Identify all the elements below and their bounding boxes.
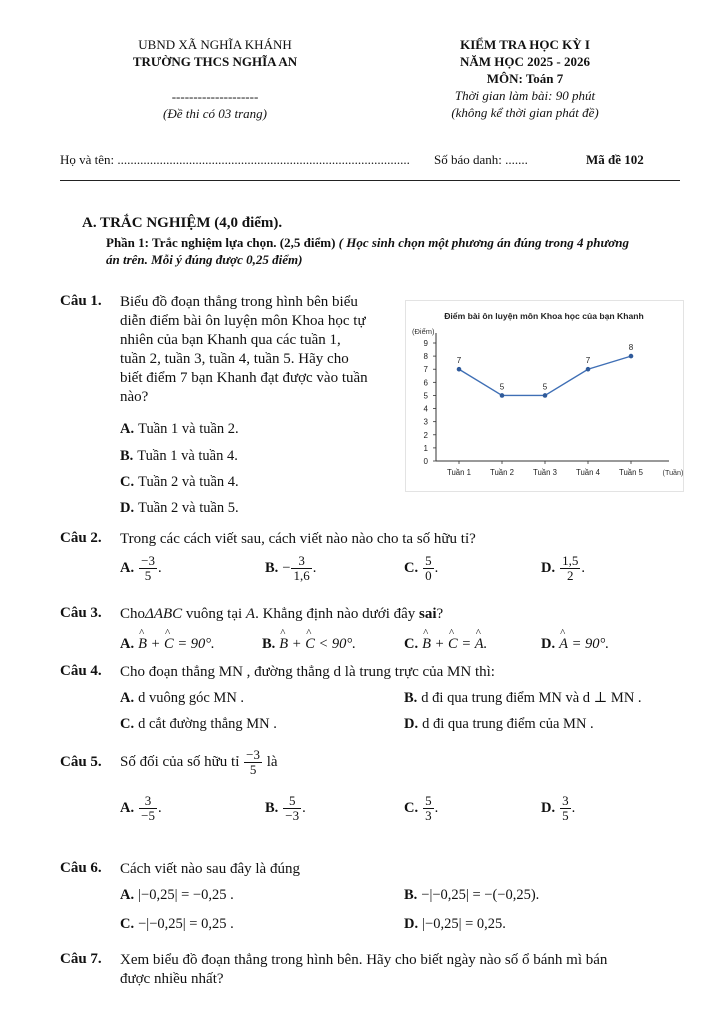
option-period: .: [434, 799, 439, 816]
fraction-numerator: 3: [562, 793, 569, 808]
question-number: Câu 2.: [60, 530, 102, 546]
part-title: Phần 1: Trắc nghiệm lựa chọn. (2,5 điểm): [106, 235, 336, 250]
option-label: D.: [541, 559, 556, 576]
option-label: A.: [120, 421, 135, 437]
q2-option-b[interactable]: [265, 554, 316, 583]
exam-code: Mã đề 102: [586, 152, 644, 167]
angle-c: ^ C: [448, 636, 458, 653]
option-label: B.: [265, 799, 279, 816]
y-tick-label: 1: [423, 443, 428, 453]
q1-line: nhiên của bạn Khanh qua các tuần 1,: [120, 332, 341, 348]
fraction-numerator: −3: [246, 747, 260, 763]
question-7-text: [120, 951, 690, 989]
data-label: 7: [456, 356, 462, 366]
option-label: C.: [120, 474, 135, 490]
option-text: ^ B + ^ C < 90°.: [279, 636, 356, 652]
q3-option-d[interactable]: [541, 636, 609, 653]
option-text: |−0,25| = 0,25.: [422, 916, 506, 932]
authority-name: UBND XÃ NGHĨA KHÁNH: [138, 37, 292, 52]
option-fraction: [423, 554, 434, 583]
option-label: B.: [265, 559, 279, 576]
header-rule: [60, 180, 680, 181]
q6-option-d[interactable]: [404, 916, 506, 933]
option-text: Tuần 1 và tuần 4.: [137, 448, 238, 464]
q6-option-a[interactable]: [120, 887, 234, 904]
option-fraction: [139, 794, 157, 823]
q3-text-end: ?: [436, 606, 444, 622]
option-period: .: [581, 559, 585, 576]
student-id-field[interactable]: Số báo danh: .......: [434, 152, 528, 167]
q7-line: Xem biểu đồ đoạn thẳng trong hình bên. Hãy cho biết ngày nào số ổ bánh mì bán: [120, 952, 608, 968]
page-count: (Đề thi có 03 trang): [163, 106, 267, 121]
angle-c: ^ C: [164, 636, 174, 653]
q4-option-b[interactable]: [404, 690, 642, 707]
question-number: Câu 1.: [60, 293, 102, 309]
question-number: Câu 4.: [60, 663, 102, 679]
question-number: Câu 7.: [60, 951, 102, 967]
option-label: A.: [120, 559, 135, 576]
time-allowed: Thời gian làm bài: 90 phút: [454, 88, 596, 103]
option-label: C.: [404, 799, 419, 816]
option-text: d vuông góc MN .: [138, 690, 245, 706]
x-tick-label: Tuần 2: [490, 468, 514, 477]
q5-text-pre: Số đối của số hữu tỉ: [120, 754, 240, 770]
option-text: d đi qua trung điểm MN và d ⊥ MN .: [421, 690, 642, 706]
fraction-numerator: 3: [139, 794, 157, 809]
part-note-2: án trên. Mỗi ý đúng được 0,25 điểm): [106, 252, 303, 267]
q5-text-post: là: [266, 754, 278, 770]
q1-line: biết điểm 7 bạn Khanh đạt được vào tuần: [120, 370, 368, 386]
q1-option-b[interactable]: [120, 448, 238, 465]
question-1-text: [120, 293, 405, 407]
option-label: A.: [120, 887, 135, 903]
q5-option-d[interactable]: [541, 794, 575, 823]
q3-emphasis: sai: [419, 606, 437, 622]
exam-title: KIỂM TRA HỌC KỲ I: [460, 37, 590, 52]
x-tick-label: Tuần 5: [619, 468, 643, 477]
option-label: C.: [120, 716, 135, 732]
y-tick-label: 4: [423, 404, 428, 414]
fraction-denominator: 2: [566, 568, 574, 583]
y-tick-label: 9: [423, 339, 428, 348]
option-label: B.: [120, 448, 134, 464]
option-label: C.: [404, 559, 419, 576]
option-label: D.: [404, 916, 419, 932]
q3-text-pre: Cho: [120, 606, 146, 622]
triangle-abc: ΔABC: [145, 606, 183, 622]
school-name: TRƯỜNG THCS NGHĨA AN: [132, 54, 298, 69]
q5-option-a[interactable]: [120, 794, 162, 823]
option-fraction: [139, 554, 157, 583]
data-point: [586, 367, 591, 372]
q4-option-d[interactable]: [404, 716, 594, 733]
fraction-denominator: −3: [285, 808, 300, 823]
time-note: (không kể thời gian phát đề): [451, 105, 599, 120]
option-label: D.: [120, 500, 135, 516]
option-label: A.: [120, 799, 135, 816]
q1-line: tuần 2, tuần 3, tuần 4, tuần 5. Hãy cho: [120, 351, 349, 367]
student-name-field[interactable]: Họ và tên: ..........................................................................................: [60, 152, 410, 167]
x-axis-label: (Tuần): [662, 468, 683, 477]
header-right: [420, 36, 630, 121]
y-axis-label: (Điểm): [412, 327, 435, 336]
option-label: D.: [541, 799, 556, 816]
y-tick-label: 5: [423, 391, 428, 401]
vertex-a: A: [245, 606, 256, 622]
option-period: .: [571, 799, 576, 816]
q4-option-c[interactable]: [120, 716, 277, 733]
option-label: A.: [120, 690, 135, 706]
y-tick-label: 6: [423, 378, 428, 388]
option-text: −|−0,25| = 0,25 .: [138, 916, 234, 932]
q5-option-b[interactable]: [265, 794, 306, 823]
q1-line: diễn điểm bài ôn luyện môn Khoa học tự: [120, 313, 366, 329]
option-label: A.: [120, 636, 135, 652]
question-5-text: [120, 744, 278, 780]
fraction-numerator: 5: [425, 793, 432, 808]
option-label: B.: [404, 887, 418, 903]
school-year: NĂM HỌC 2025 - 2026: [460, 54, 590, 69]
option-period: .: [157, 559, 162, 576]
option-period: .: [302, 799, 306, 816]
option-period: .: [157, 799, 162, 816]
question-number: Câu 6.: [60, 860, 102, 876]
option-label: D.: [541, 636, 556, 652]
angle-b: ^ B: [279, 636, 288, 653]
q6-option-c[interactable]: [120, 916, 234, 933]
q1-option-d[interactable]: [120, 500, 239, 517]
option-sign: −: [282, 559, 291, 576]
data-label: 7: [585, 356, 591, 366]
option-text: d đi qua trung điểm của MN .: [422, 716, 594, 732]
q1-line: nào?: [120, 389, 149, 405]
part-note-1: ( Học sinh chọn một phương án đúng trong 4 phương: [335, 235, 629, 250]
fraction-denominator: 5: [562, 808, 569, 823]
q2-option-c[interactable]: [404, 554, 438, 583]
option-text: Tuần 2 và tuần 5.: [138, 500, 239, 516]
y-tick-label: 0: [423, 457, 428, 466]
option-period: .: [312, 559, 317, 576]
angle-a: ^ A: [475, 636, 484, 653]
angle-b: ^ B: [422, 636, 431, 653]
option-text: d cắt đường thẳng MN .: [138, 716, 277, 732]
option-label: B.: [404, 690, 418, 706]
option-label: C.: [404, 636, 419, 652]
data-point: [543, 393, 548, 398]
option-text: ^ A = 90°.: [559, 636, 609, 652]
header-left: [110, 36, 320, 122]
q5-fraction: [244, 748, 262, 777]
q3-option-c[interactable]: [404, 636, 487, 653]
option-label: B.: [262, 636, 276, 652]
angle-b: ^ B: [138, 636, 147, 653]
fraction-denominator: −5: [141, 808, 155, 823]
option-label: C.: [120, 916, 135, 932]
fraction-denominator: 5: [249, 762, 257, 778]
data-label: 5: [499, 382, 505, 392]
option-fraction: [291, 554, 311, 583]
option-fraction: [560, 554, 580, 583]
option-period: .: [434, 559, 439, 576]
q1-option-c[interactable]: [120, 474, 239, 491]
option-label: D.: [404, 716, 419, 732]
section-instructions: [106, 234, 696, 268]
data-point: [500, 393, 505, 398]
q2-option-d[interactable]: [541, 554, 585, 583]
q7-line: được nhiều nhất?: [120, 971, 224, 987]
option-fraction: [283, 794, 301, 823]
option-text: ^ B + ^ C = ^ A.: [422, 636, 487, 652]
fraction-numerator: 3: [291, 554, 311, 569]
question-6-text: Cách viết nào sau đây là đúng: [120, 861, 300, 877]
fraction-denominator: 1,6: [293, 568, 310, 583]
question-number: Câu 3.: [60, 605, 102, 621]
fraction-denominator: 5: [144, 568, 152, 583]
option-text: Tuần 2 và tuần 4.: [138, 474, 239, 490]
fraction-numerator: 1,5: [562, 553, 579, 568]
q1-option-a[interactable]: [120, 421, 239, 438]
chart-svg: [406, 301, 683, 491]
option-text: ^ B + ^ C = 90°.: [138, 636, 215, 652]
fraction-numerator: 5: [283, 794, 301, 809]
q1-line: Biểu đồ đoạn thẳng trong hình bên biểu: [120, 294, 358, 310]
q5-option-c[interactable]: [404, 794, 438, 823]
x-tick-label: Tuần 3: [533, 468, 557, 477]
y-tick-label: 2: [423, 430, 428, 440]
data-point: [457, 367, 462, 372]
x-tick-label: Tuần 1: [447, 468, 471, 477]
line-chart: [405, 300, 684, 492]
fraction-denominator: 0: [425, 568, 432, 583]
option-text: Tuần 1 và tuần 2.: [138, 421, 239, 437]
q3-option-b[interactable]: [262, 636, 356, 653]
q3-text-post: . Khẳng định nào dưới đây: [255, 606, 420, 622]
data-point: [629, 354, 634, 359]
question-2-text: Trong các cách viết sau, cách viết nào nào cho ta số hữu tỉ?: [120, 531, 476, 547]
question-4-text: Cho đoạn thẳng MN , đường thẳng d là trung trực của MN thì:: [120, 664, 495, 680]
subject: MÔN: Toán 7: [486, 71, 564, 86]
y-tick-label: 7: [423, 365, 428, 375]
y-tick-label: 8: [423, 352, 428, 362]
q4-option-a[interactable]: [120, 690, 244, 707]
option-fraction: [423, 794, 434, 823]
section-title: A. TRẮC NGHIỆM (4,0 điểm).: [82, 215, 283, 231]
fraction-numerator: −3: [141, 553, 155, 568]
question-3-text: [120, 605, 443, 624]
q3-text-mid: vuông tại: [182, 606, 246, 622]
x-tick-label: Tuần 4: [576, 468, 600, 477]
fraction-denominator: 3: [425, 808, 432, 823]
y-tick-label: 3: [423, 417, 428, 427]
data-label: 5: [542, 382, 548, 392]
option-fraction: [560, 794, 571, 823]
q6-option-b[interactable]: [404, 887, 539, 904]
question-number: Câu 5.: [60, 754, 102, 770]
angle-c: ^ C: [305, 636, 315, 653]
q3-option-a[interactable]: [120, 636, 215, 653]
fraction-numerator: 5: [425, 553, 432, 568]
option-text: −|−0,25| = −(−0,25).: [421, 887, 540, 903]
q2-option-a[interactable]: [120, 554, 162, 583]
data-label: 8: [628, 343, 634, 353]
option-text: |−0,25| = −0,25 .: [138, 887, 234, 903]
angle-a: ^ A: [559, 636, 568, 653]
header-divider-dashes: --------------------: [171, 89, 259, 104]
chart-title: Điểm bài ôn luyện môn Khoa học của bạn Khanh: [444, 311, 644, 321]
